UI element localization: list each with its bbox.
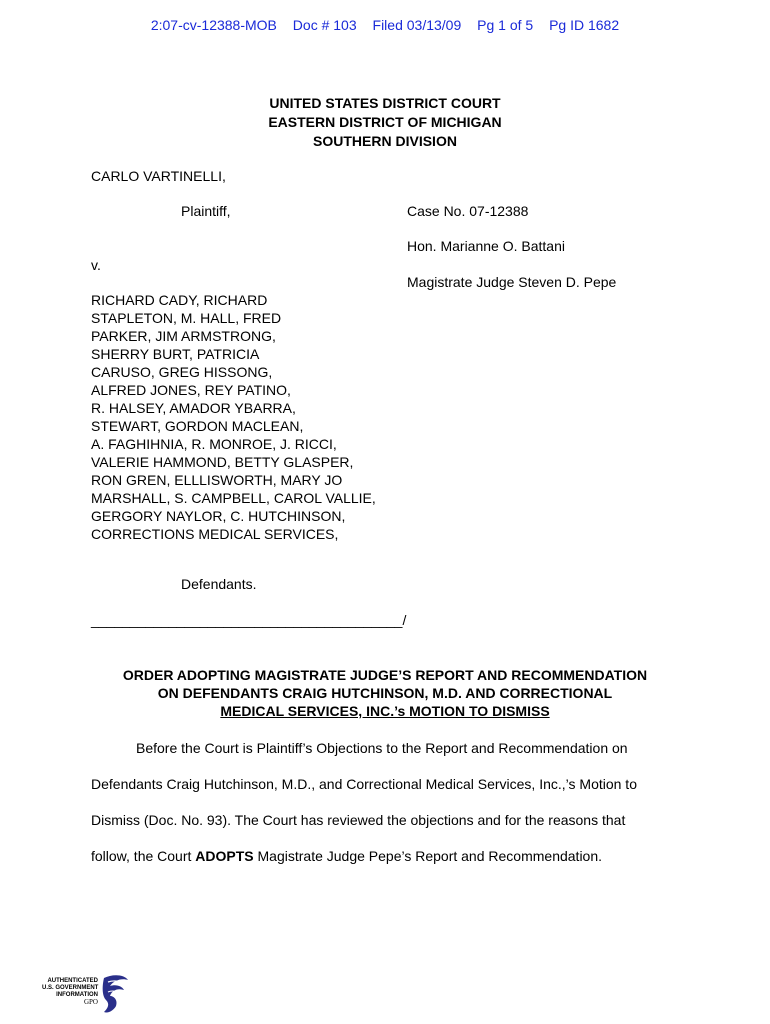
defendant-line: GERGORY NAYLOR, C. HUTCHINSON, bbox=[91, 508, 346, 524]
gpo-authentication-seal bbox=[42, 972, 132, 1017]
defendant-line: RICHARD CADY, RICHARD bbox=[91, 292, 268, 308]
caption-rule: ________________________________________/ bbox=[91, 612, 407, 628]
plaintiff-name: CARLO VARTINELLI, bbox=[91, 168, 226, 184]
defendant-line: STAPLETON, M. HALL, FRED bbox=[91, 310, 282, 326]
filed-date-stamp: Filed 03/13/09 bbox=[372, 17, 462, 33]
defendant-line: RON GREN, ELLLISWORTH, MARY JO bbox=[91, 472, 343, 488]
seal-line-2: U.S. GOVERNMENT bbox=[42, 985, 99, 991]
defendant-line: A. FAGHIHNIA, R. MONROE, J. RICCI, bbox=[91, 436, 337, 452]
court-division: SOUTHERN DIVISION bbox=[313, 133, 457, 149]
magistrate-judge: Magistrate Judge Steven D. Pepe bbox=[407, 274, 617, 290]
defendant-line: SHERRY BURT, PATRICIA bbox=[91, 346, 260, 362]
defendant-line: PARKER, JIM ARMSTRONG, bbox=[91, 328, 276, 344]
court-name: UNITED STATES DISTRICT COURT bbox=[269, 95, 501, 111]
adopts-emphasis: ADOPTS bbox=[195, 848, 254, 864]
body-line-1: Before the Court is Plaintiff’s Objections to the Report and Recommendation on bbox=[136, 740, 628, 756]
defendant-line: CORRECTIONS MEDICAL SERVICES, bbox=[91, 526, 339, 542]
seal-line-3: INFORMATION bbox=[56, 992, 98, 998]
seal-line-1: AUTHENTICATED bbox=[47, 978, 98, 984]
defendants-list bbox=[91, 291, 376, 543]
defendant-line: ALFRED JONES, REY PATINO, bbox=[91, 382, 291, 398]
filing-header bbox=[0, 17, 770, 33]
defendants-role: Defendants. bbox=[181, 576, 257, 592]
versus: v. bbox=[91, 257, 101, 273]
body-line-2: Defendants Craig Hutchinson, M.D., and Correctional Medical Services, Inc.,’s Motion to bbox=[91, 776, 637, 792]
body-line-4-rest: Magistrate Judge Pepe’s Report and Recommendation. bbox=[253, 848, 603, 864]
seal-line-4: GPO bbox=[83, 998, 98, 1006]
case-number-stamp: 2:07-cv-12388-MOB bbox=[150, 17, 277, 33]
doc-number-stamp: Doc # 103 bbox=[292, 17, 357, 33]
defendant-line: STEWART, GORDON MACLEAN, bbox=[91, 418, 304, 434]
order-title-line3: MEDICAL SERVICES, INC.’s MOTION TO DISMISS bbox=[220, 703, 550, 719]
defendant-line: CARUSO, GREG HISSONG, bbox=[91, 364, 273, 380]
body-line-4 bbox=[91, 848, 602, 864]
body-line-4-text: follow, the Court bbox=[91, 848, 196, 864]
defendant-line: VALERIE HAMMOND, BETTY GLASPER, bbox=[91, 454, 354, 470]
order-title-line2: ON DEFENDANTS CRAIG HUTCHINSON, M.D. AND CORRECTIONAL bbox=[157, 685, 613, 701]
seal-text bbox=[42, 978, 98, 1006]
plaintiff-role: Plaintiff, bbox=[181, 203, 231, 219]
body-line-3: Dismiss (Doc. No. 93). The Court has reviewed the objections and for the reasons that bbox=[91, 812, 626, 828]
judge-name: Hon. Marianne O. Battani bbox=[407, 238, 565, 254]
court-district: EASTERN DISTRICT OF MICHIGAN bbox=[268, 114, 502, 130]
defendant-line: R. HALSEY, AMADOR YBARRA, bbox=[91, 400, 296, 416]
eagle-icon bbox=[100, 972, 130, 1016]
order-title-line1: ORDER ADOPTING MAGISTRATE JUDGE’S REPORT AND RECOMMENDATION bbox=[122, 667, 648, 683]
page-id-stamp: Pg ID 1682 bbox=[549, 17, 620, 33]
case-number: Case No. 07-12388 bbox=[407, 203, 529, 219]
defendant-line: MARSHALL, S. CAMPBELL, CAROL VALLIE, bbox=[91, 490, 376, 506]
page-count-stamp: Pg 1 of 5 bbox=[477, 17, 534, 33]
